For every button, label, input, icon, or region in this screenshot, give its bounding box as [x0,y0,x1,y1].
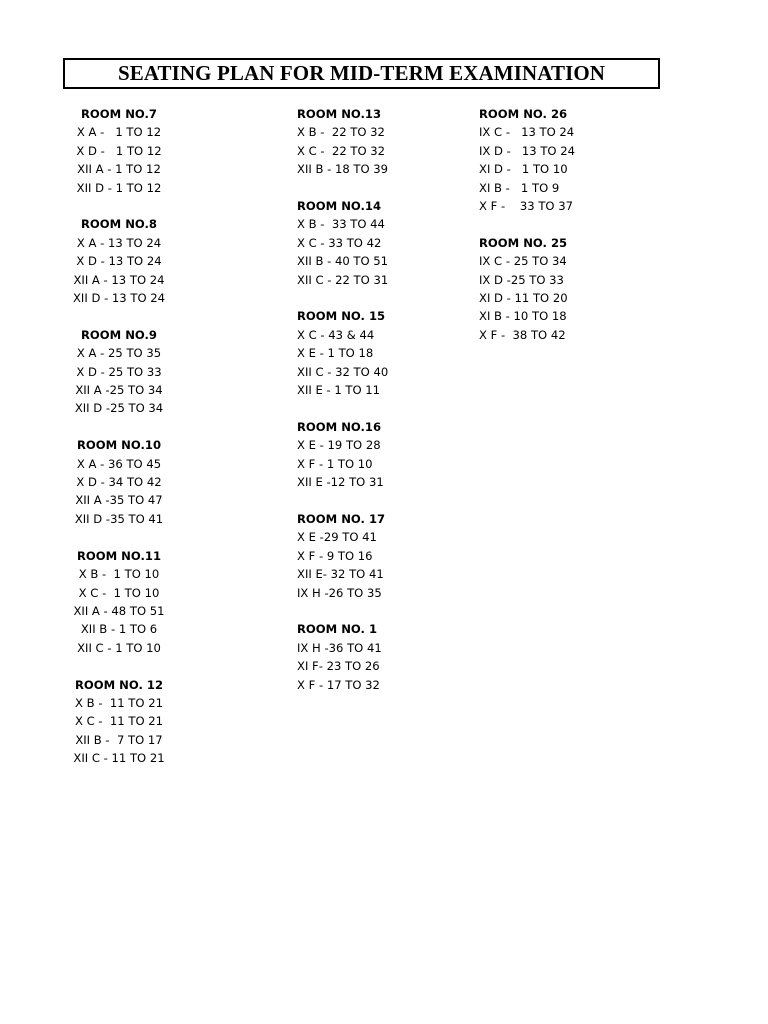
room-header: ROOM NO.11 [76,548,162,563]
seat-range-line: X F - 9 TO 16 [297,548,373,563]
seat-range-line: X D - 13 TO 24 [76,254,162,269]
seat-range-line: X E - 19 TO 28 [297,438,381,453]
room-block [479,105,609,215]
room-header: ROOM NO. 26 [479,107,568,121]
room-block [68,215,170,307]
room-header: ROOM NO.14 [297,199,382,214]
title-box [63,58,660,89]
seat-range-line: XII E- 32 TO 41 [297,567,384,582]
seat-range-line: X C - 22 TO 32 [297,143,386,158]
seat-range-line: X B - 33 TO 44 [297,217,385,232]
room-header: ROOM NO.13 [297,107,382,121]
room-block [68,326,170,418]
seat-range-line: IX H -36 TO 41 [297,640,382,655]
page-title: SEATING PLAN FOR MID-TERM EXAMINATION [117,61,606,85]
seat-range-line: XII A -35 TO 47 [75,493,163,508]
seat-range-line: X B - 11 TO 21 [75,695,163,710]
column-3 [479,105,609,363]
room-header: ROOM NO. 15 [297,309,386,324]
room-header: ROOM NO. 17 [297,511,386,526]
seat-range-line: XII E -12 TO 31 [297,475,384,490]
seat-range-line: X E -29 TO 41 [297,530,377,545]
room-block [297,418,427,492]
room-block [297,620,427,694]
seat-range-line: X F - 17 TO 32 [297,677,380,692]
seat-range-line: X E - 1 TO 18 [297,346,374,361]
seat-range-line: X B - 1 TO 10 [78,567,160,582]
room-block [68,436,170,528]
seat-range-line: IX C - 25 TO 34 [479,254,567,269]
room-block [479,234,609,344]
seat-range-line: X A - 13 TO 24 [76,235,162,250]
room-block [68,105,170,197]
seat-range-line: XII C - 1 TO 10 [77,640,161,655]
seat-range-line: XII A - 13 TO 24 [73,272,165,287]
room-block [297,105,427,179]
seat-range-line: IX H -26 TO 35 [297,585,382,600]
seat-range-line: XII B - 7 TO 17 [75,732,163,747]
seat-range-line: XII E - 1 TO 11 [297,383,381,398]
seat-range-line: X C - 33 TO 42 [297,235,382,250]
column-1 [68,105,170,786]
room-block [297,197,427,289]
column-2 [297,105,427,712]
seat-range-line: XI B - 1 TO 9 [479,180,560,195]
seat-range-line: XII A - 48 TO 51 [73,603,165,618]
seat-range-line: X C - 1 TO 10 [78,585,160,600]
seat-range-line: XII B - 40 TO 51 [297,254,389,269]
room-block [68,676,170,768]
seat-range-line: IX C - 13 TO 24 [479,125,575,140]
seat-range-line: XII B - 18 TO 39 [297,162,389,177]
seat-range-line: XII A - 1 TO 12 [77,162,161,177]
room-header: ROOM NO.7 [81,107,157,121]
seat-range-line: XII D -35 TO 41 [74,511,164,526]
seat-range-line: XII D -25 TO 34 [74,401,164,416]
seat-range-line: XI B - 10 TO 18 [479,309,567,324]
seat-range-line: XII C - 11 TO 21 [73,751,165,766]
room-block [297,307,427,399]
seat-range-line: X F - 33 TO 37 [479,199,573,214]
seat-range-line: X C - 11 TO 21 [74,714,164,729]
room-header: ROOM NO.10 [76,438,162,453]
seat-range-line: XII D - 1 TO 12 [76,180,162,195]
room-block [68,547,170,657]
seat-range-line: X D - 1 TO 12 [76,143,162,158]
seat-range-line: X B - 22 TO 32 [297,125,385,140]
seat-range-line: XII A -25 TO 34 [75,383,163,398]
seat-range-line: IX D -25 TO 33 [479,272,564,287]
seat-range-line: X D - 34 TO 42 [76,475,162,490]
seat-range-line: XII D - 13 TO 24 [72,291,166,306]
seat-range-line: X D - 25 TO 33 [76,364,162,379]
seat-range-line: XI F- 23 TO 26 [297,659,380,674]
seat-range-line: XI D - 11 TO 20 [479,291,568,306]
seat-range-line: X F - 38 TO 42 [479,327,566,342]
room-header: ROOM NO.9 [81,327,157,342]
room-header: ROOM NO. 12 [74,677,164,692]
room-block [297,510,427,602]
seat-range-line: XII B - 1 TO 6 [80,622,158,637]
seat-range-line: X A - 36 TO 45 [76,456,162,471]
room-header: ROOM NO.16 [297,419,382,434]
seat-range-line: XII C - 32 TO 40 [297,364,389,379]
seat-range-line: X F - 1 TO 10 [297,456,373,471]
room-header: ROOM NO.8 [81,217,157,232]
room-header: ROOM NO. 1 [297,622,378,637]
seat-range-line: X A - 25 TO 35 [76,346,162,361]
seat-range-line: XII C - 22 TO 31 [297,272,389,287]
seat-range-line: X C - 43 & 44 [297,327,375,342]
seat-range-line: X A - 1 TO 12 [76,125,162,140]
seat-range-line: IX D - 13 TO 24 [479,143,575,158]
room-header: ROOM NO. 25 [479,235,568,250]
seat-range-line: XI D - 1 TO 10 [479,162,568,177]
